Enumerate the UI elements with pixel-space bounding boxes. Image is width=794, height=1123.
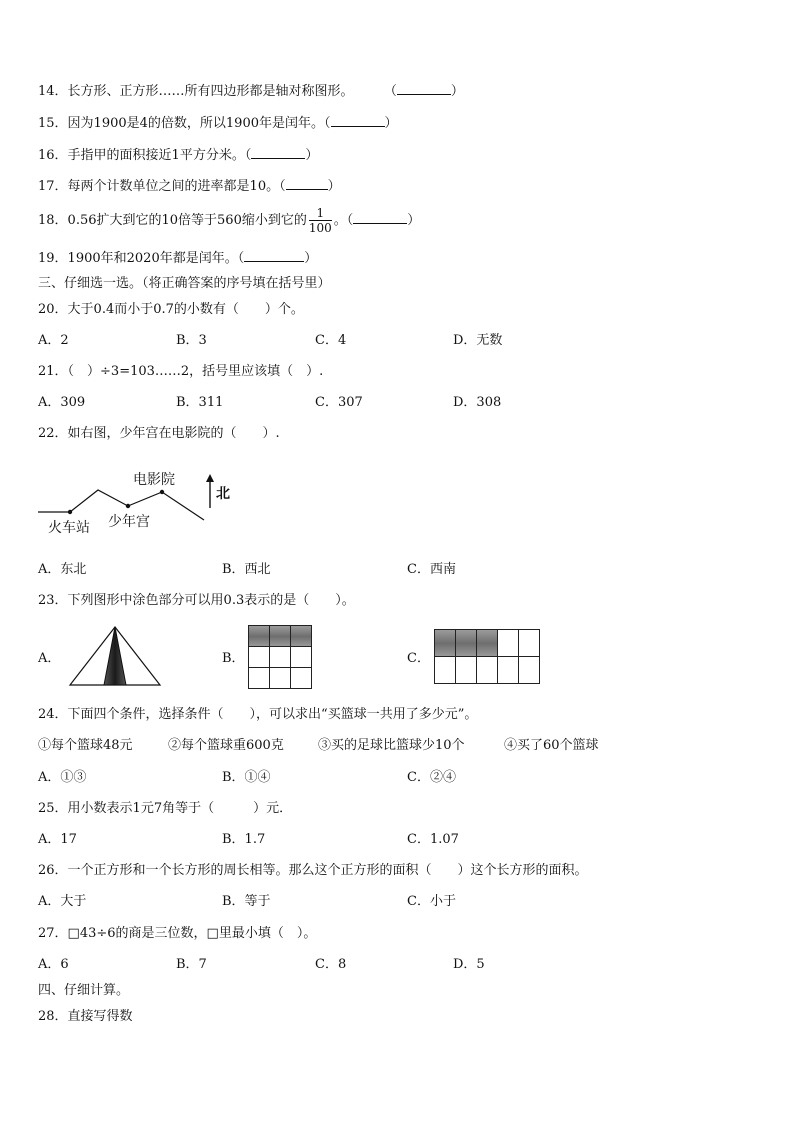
question-21: 21．（ ）÷3=103……2，括号里应该填（ ）.: [38, 364, 324, 379]
condition-4: ④买了60个篮球: [504, 738, 599, 753]
option-c[interactable]: C．8: [315, 957, 347, 972]
option-b[interactable]: B．①④: [222, 770, 271, 785]
answer-blank[interactable]: [251, 146, 305, 159]
question-17: 17．每两个计数单位之间的进率都是10。（ ）: [38, 179, 341, 194]
question-text: 15．因为1900是4的倍数，所以1900年是闰年。: [38, 116, 324, 131]
answer-blank[interactable]: [353, 211, 407, 224]
youth-palace-dot: [126, 504, 130, 508]
answer-blank[interactable]: [286, 177, 328, 190]
option-a[interactable]: A．东北: [38, 562, 87, 577]
option-b[interactable]: B．1.7: [222, 832, 266, 847]
option-a[interactable]: A．6: [38, 957, 69, 972]
question-22: 22．如右图，少年宫在电影院的（ ）.: [38, 426, 280, 441]
question-15: 15．因为1900是4的倍数，所以1900年是闰年。（ ）: [38, 116, 398, 131]
option-c[interactable]: C．4: [315, 333, 347, 348]
answer-blank[interactable]: [331, 114, 385, 127]
triangle-figure: [68, 625, 162, 687]
option-a[interactable]: A．①③: [38, 770, 87, 785]
option-a[interactable]: A．17: [38, 832, 77, 847]
youth-palace-label: 少年宫: [108, 514, 150, 530]
option-a[interactable]: A．2: [38, 333, 69, 348]
question-18: 18．0.56扩大到它的10倍等于560缩小到它的 $\frac{1}{100}$ 。（ ）: [38, 206, 421, 235]
answer-blank[interactable]: [397, 82, 451, 95]
option-b[interactable]: B．西北: [222, 562, 271, 577]
station-label: 火车站: [48, 520, 90, 536]
section-3-heading: 三、仔细选一选。（将正确答案的序号填在括号里）: [38, 276, 331, 291]
option-c[interactable]: C．西南: [407, 562, 456, 577]
option-c[interactable]: C．小于: [407, 894, 456, 909]
section-4-heading: 四、仔细计算。: [38, 983, 130, 998]
option-d[interactable]: D．5: [453, 957, 485, 972]
question-14: 14．长方形、正方形……所有四边形都是轴对称图形。 （ ）: [38, 84, 464, 99]
question-text: 16．手指甲的面积接近1平方分米。: [38, 148, 245, 163]
cinema-dot: [160, 490, 164, 494]
question-16: 16．手指甲的面积接近1平方分米。（ ）: [38, 148, 319, 163]
question-28: 28．直接写得数: [38, 1009, 133, 1024]
option-c[interactable]: C．: [407, 651, 430, 666]
station-dot: [68, 510, 72, 514]
answer-blank[interactable]: [244, 249, 304, 262]
question-text: 14．长方形、正方形……所有四边形都是轴对称图形。: [38, 84, 354, 99]
question-text: 17．每两个计数单位之间的进率都是10。: [38, 179, 280, 194]
grid-3x3-figure: [248, 625, 312, 689]
north-arrow-head-icon: [206, 474, 214, 482]
grid-2x5-figure: [434, 629, 540, 684]
option-d[interactable]: D．308: [453, 395, 502, 410]
option-b[interactable]: B．: [222, 651, 245, 666]
option-a[interactable]: A．309: [38, 395, 86, 410]
fraction: $\frac{1}{100}$: [308, 206, 332, 235]
question-27: 27．□43÷6的商是三位数，□里最小填（ ）。: [38, 926, 317, 941]
option-b[interactable]: B．311: [176, 395, 224, 410]
option-c[interactable]: C．②④: [407, 770, 456, 785]
option-b[interactable]: B．3: [176, 333, 207, 348]
option-c[interactable]: C．307: [315, 395, 363, 410]
condition-1: ①每个篮球48元: [38, 738, 133, 753]
question-25: 25．用小数表示1元7角等于（ ）元．: [38, 801, 293, 816]
direction-map-figure: [36, 462, 246, 538]
question-26: 26．一个正方形和一个长方形的周长相等。那么这个正方形的面积（ ）这个长方形的面积。: [38, 863, 588, 878]
cinema-label: 电影院: [133, 472, 175, 488]
question-23: 23．下列图形中涂色部分可以用0.3表示的是（ ）。: [38, 593, 355, 608]
option-c[interactable]: C．1.07: [407, 832, 459, 847]
question-24: 24．下面四个条件，选择条件（ ），可以求出“买篮球一共用了多少元”。: [38, 707, 478, 722]
condition-3: ③买的足球比篮球少10个: [318, 738, 465, 753]
question-19: 19．1900年和2020年都是闰年。（ ）: [38, 251, 318, 266]
north-label: 北: [216, 486, 230, 502]
option-b[interactable]: B．等于: [222, 894, 271, 909]
question-text: 18．0.56扩大到它的10倍等于560缩小到它的: [38, 213, 307, 228]
option-a[interactable]: A．: [38, 651, 61, 666]
option-d[interactable]: D．无数: [453, 333, 503, 348]
question-20: 20．大于0.4而小于0.7的小数有（ ）个。: [38, 302, 304, 317]
option-a[interactable]: A．大于: [38, 894, 87, 909]
condition-2: ②每个篮球重600克: [168, 738, 284, 753]
question-text: 19．1900年和2020年都是闰年。: [38, 251, 238, 266]
option-b[interactable]: B．7: [176, 957, 207, 972]
